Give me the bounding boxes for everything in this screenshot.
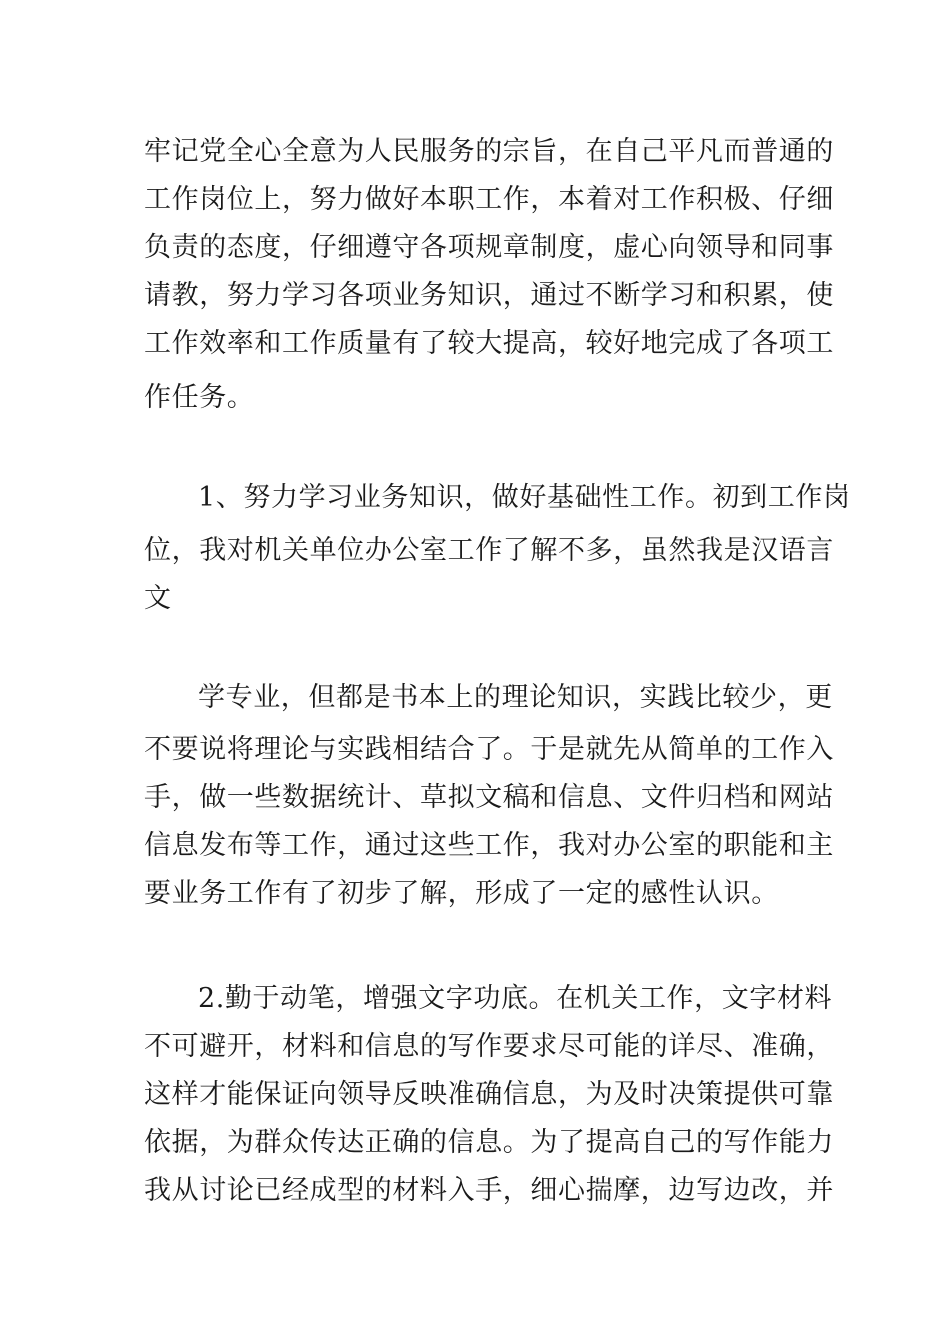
paragraph-4-line-5: 我从讨论已经成型的材料入手，细心揣摩，边写边改，并 [144,1175,834,1206]
paragraph-1-line-5: 工作效率和工作质量有了较大提高，较好地完成了各项工 [144,328,834,359]
paragraph-2-line-2: 位，我对机关单位办公室工作了解不多，虽然我是汉语言 [144,535,834,566]
paragraph-3-line-1: 学专业，但都是书本上的理论知识，实践比较少，更 [198,682,833,713]
paragraph-1-line-3: 负责的态度，仔细遵守各项规章制度，虚心向领导和同事 [144,232,834,263]
paragraph-2-line-3: 文 [144,583,172,614]
paragraph-2-line-1: 1、努力学习业务知识，做好基础性工作。初到工作岗 [198,482,851,513]
paragraph-3-line-4: 信息发布等工作，通过这些工作，我对办公室的职能和主 [144,830,834,861]
paragraph-4-line-4: 依据，为群众传达正确的信息。为了提高自己的写作能力 [144,1127,834,1158]
paragraph-1-line-4: 请教，努力学习各项业务知识，通过不断学习和积累，使 [144,280,834,311]
paragraph-4-line-3: 这样才能保证向领导反映准确信息，为及时决策提供可靠 [144,1079,834,1110]
paragraph-3-line-3: 手，做一些数据统计、草拟文稿和信息、文件归档和网站 [144,782,834,813]
paragraph-1-line-2: 工作岗位上，努力做好本职工作，本着对工作积极、仔细 [144,184,834,215]
paragraph-4-line-2: 不可避开，材料和信息的写作要求尽可能的详尽、准确， [144,1031,834,1062]
paragraph-1-line-6: 作任务。 [144,382,255,413]
paragraph-3-line-5: 要业务工作有了初步了解，形成了一定的感性认识。 [144,878,779,909]
paragraph-1-line-1: 牢记党全心全意为人民服务的宗旨，在自己平凡而普通的 [144,136,834,167]
paragraph-4-line-1: 2.勤于动笔，增强文字功底。在机关工作，文字材料 [198,983,833,1014]
paragraph-3-line-2: 不要说将理论与实践相结合了。于是就先从简单的工作入 [144,734,834,765]
